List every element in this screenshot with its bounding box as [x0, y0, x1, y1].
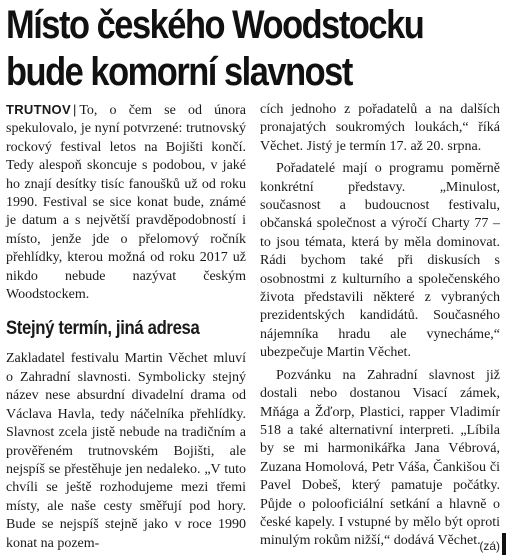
- page-edge-mark: [502, 533, 506, 555]
- headline-line-2: bude komorní slavnost: [6, 50, 352, 94]
- headline-line-1: Místo českého Woodstocku: [6, 3, 424, 47]
- headline: [6, 2, 433, 96]
- byline-separator: |: [72, 102, 77, 117]
- right-column: [260, 101, 500, 551]
- body-paragraph: Pořadatelé mají o programu poměrně konkrétní představy. „Minulost, současnost a budoucnost festivalu, občanská společnost a výročí Charty 77 – to jsou témata, která by měla dominovat. Rádi bychom také při diskusích s osobnostmi z kulturního a společenského života představili některé z vybraných prezidentských kandidátů. Současného nájemníka hradu ale vynecháme,“ ubezpečuje Martin Věchet.: [260, 161, 500, 361]
- lead-paragraph: [6, 101, 246, 304]
- lead-paragraph-text: To, o čem se od února spekulovalo, je nyní potvrzené: trutnovský rockový festival letos na Bojišti končí. Tedy alespoň skoncuje s podobou, v jaké ho znají desítky tisíc fanoušků už od roku 1990. Festival se sice konat bude, známé je datum a s největší pravděpodobností i místo, jenže jde o přelomový ročník přehlídky, kterou možná od roku 2017 už nikdo nebude nazývat českým Woodstockem.: [6, 103, 246, 303]
- byline-location: TRUTNOV: [6, 102, 71, 117]
- body-paragraph: Zakladatel festivalu Martin Věchet mluví o Zahradní slavnosti. Symbolicky stejný název nese absurdní divadelní drama od Václava Havla, tedy náčelníka přehlídky. Slavnost zcela jistě nebude na tradičním a prověřeném trutnovském Bojišti, ale nejspíš se přestěhuje jen nedaleko. „V tuto chvíli se ještě rozhodujeme mezi třemi místy, ale naše cesty směřují pod hory. Bude se nejspíš stejně jako v roce 1990 konat na pozem-: [6, 351, 246, 551]
- left-column: [6, 101, 246, 553]
- author-signoff: (zá): [479, 539, 500, 553]
- body-paragraph-continued: cích jednoho z pořadatelů a na dalších pronajatých soukromých loukách,“ říká Věchet. Jistý je termín 17. až 20. srpna.: [260, 102, 500, 154]
- subheading: Stejný termín, jiná adresa: [6, 318, 200, 340]
- body-paragraph: Pozvánku na Zahradní slavnost již dostali nebo dostanou Visací zámek, Mňága a Žďorp, Plastici, rapper Vladimír 518 a také alternativní interpreti. „Líbila by se mi harmonikářka Jana Vébrová, Zuzana Homolová, Petr Váša, Čankišou či Pavel Dobeš, který pamatuje počátky. Půjde o polooficiální setkání a hlavně o české kapely. I vstupné by mělo být oproti minulým rokům nižší,“ dodává Věchet.: [260, 367, 500, 549]
